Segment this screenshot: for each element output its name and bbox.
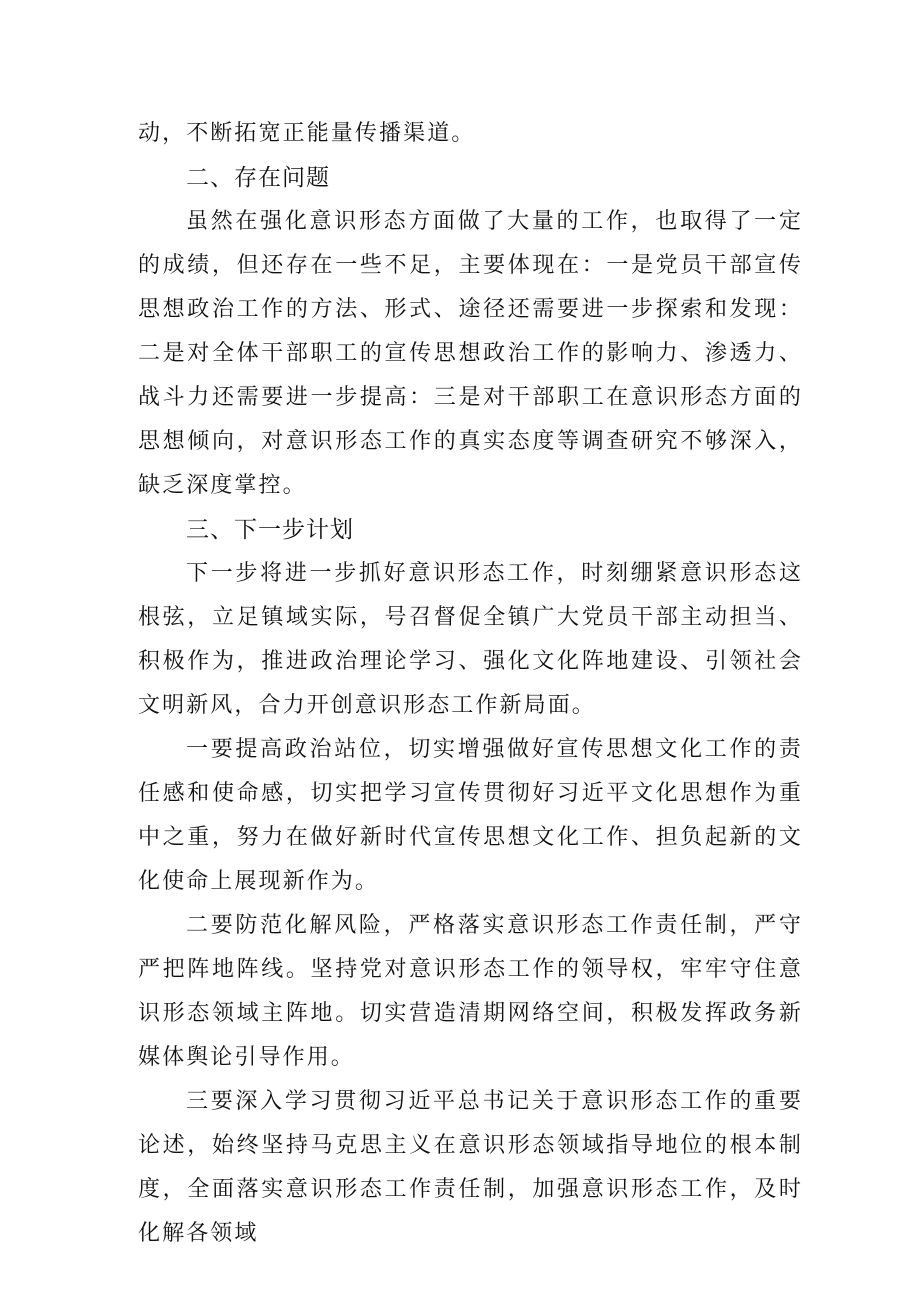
paragraph-plan-one: 一要提高政治站位，切实增强做好宣传思想文化工作的责任感和使命感，切实把学习宣传贯彻好习近平文化思想作为重中之重，努力在做好新时代宣传思想文化工作、担负起新的文化使命上展现新作为。 bbox=[138, 737, 803, 894]
document-body bbox=[138, 112, 803, 1256]
section-heading-problems: 二、存在问题 bbox=[186, 165, 330, 191]
section-heading-next-plan: 三、下一步计划 bbox=[186, 517, 354, 543]
continuation-paragraph: 动，不断拓宽正能量传播渠道。 bbox=[138, 121, 476, 146]
paragraph-next-plan-intro: 下一步将进一步抓好意识形态工作，时刻绷紧意识形态这根弦，立足镇域实际，号召督促全镇广大党员干部主动担当、积极作为，推进政治理论学习、强化文化阵地建设、引领社会文明新风，合力开创意识形态工作新局面。 bbox=[138, 561, 803, 718]
paragraph-plan-three: 三要深入学习贯彻习近平总书记关于意识形态工作的重要论述，始终坚持马克思主义在意识形态领域指导地位的根本制度，全面落实意识形态工作责任制，加强意识形态工作，及时化解各领域 bbox=[138, 1089, 803, 1246]
paragraph-problems: 虽然在强化意识形态方面做了大量的工作，也取得了一定的成绩，但还存在一些不足，主要体现在：一是党员干部宣传思想政治工作的方法、形式、途径还需要进一步探索和发现：二是对全体干部职工的宣传思想政治工作的影响力、渗透力、战斗力还需要进一步提高：三是对干部职工在意识形态方面的思想倾向，对意识形态工作的真实态度等调查研究不够深入，缺乏深度掌控。 bbox=[138, 209, 803, 498]
paragraph-plan-two: 二要防范化解风险，严格落实意识形态工作责任制，严守严把阵地阵线。坚持党对意识形态工作的领导权，牢牢守住意识形态领域主阵地。切实营造清期网络空间，积极发挥政务新媒体舆论引导作用。 bbox=[138, 913, 803, 1070]
